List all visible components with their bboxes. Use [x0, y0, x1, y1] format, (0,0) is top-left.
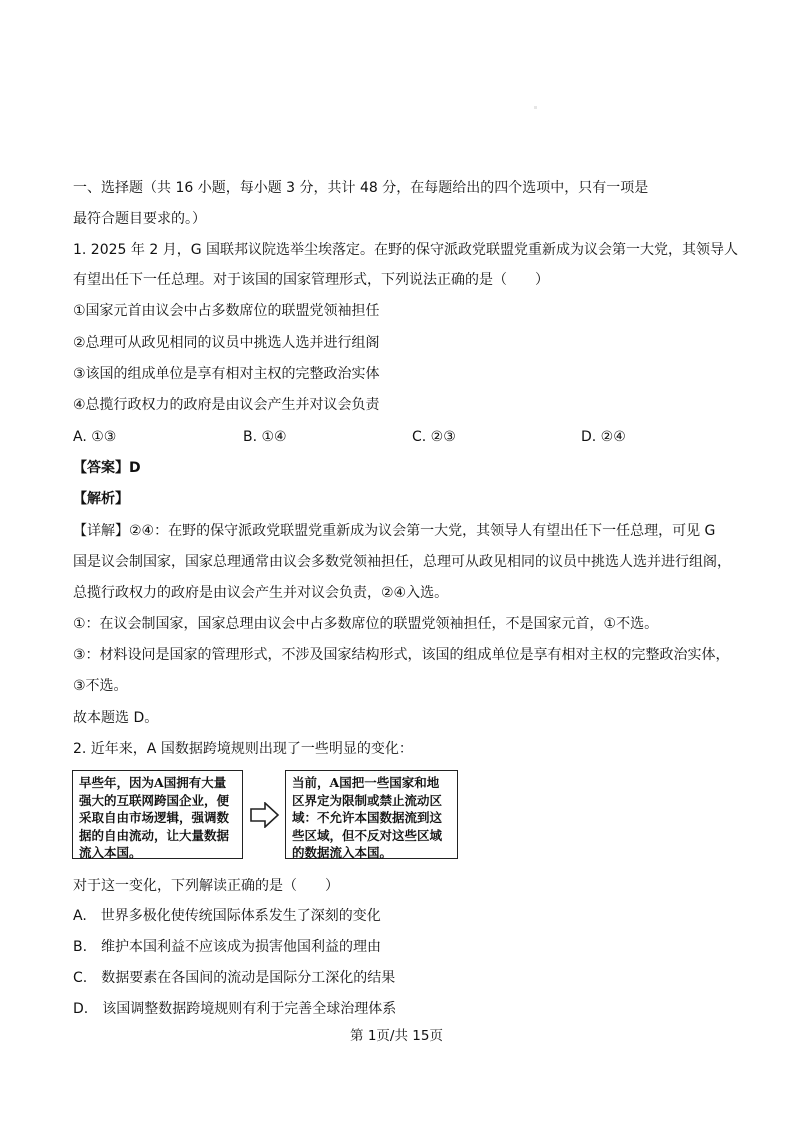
q2-option-b: B. 维护本国利益不应该成为损害他国利益的理由: [73, 939, 382, 955]
q1-analysis-line-2: 国是议会制国家，国家总理通常由议会多数党领袖担任，总理可从政见相同的议员中挑选人选并进行组阁，: [73, 554, 731, 570]
q1-option-b: B. ①④: [243, 429, 287, 445]
q1-item-3: ③该国的组成单位是享有相对主权的完整政治实体: [73, 366, 380, 382]
q2-stem: 2. 近年来，A 国数据跨境规则出现了一些明显的变化：: [73, 741, 413, 757]
q2-box-after-text: 当前，A国把一些国家和地区界定为限制或禁止流动区域：不允许本国数据流到这些区域，但不反对这些区域的数据流入本国。: [292, 775, 443, 860]
q1-item-4: ④总揽行政权力的政府是由议会产生并对议会负责: [73, 397, 380, 413]
section-header-line1: 一、选择题（共 16 小题，每小题 3 分，共计 48 分，在每题给出的四个选项中，只有一项是: [73, 180, 649, 196]
q2-option-d: D. 该国调整数据跨境规则有利于完善全球治理体系: [73, 1001, 397, 1017]
q1-analysis-line-6: ③不选。: [73, 678, 128, 694]
q1-analysis-line-5: ③：材料设问是国家的管理形式，不涉及国家结构形式，该国的组成单位是享有相对主权的完整政治实体，: [73, 647, 730, 663]
q1-analysis-line-3: 总揽行政权力的政府是由议会产生并对议会负责，②④入选。: [73, 585, 449, 601]
q1-option-c: C. ②③: [412, 429, 456, 445]
q2-box-before-text: 早些年，因为A国拥有大量强大的互联网跨国企业，便采取自由市场逻辑，强调数据的自由流动，让大量数据流入本国。: [79, 775, 230, 860]
q1-analysis-line-7: 故本题选 D。: [73, 710, 159, 726]
q1-option-d: D. ②④: [581, 429, 626, 445]
q1-analysis-line-1: 【详解】②④：在野的保守派政党联盟党重新成为议会第一大党，其领导人有望出任下一任总理，可见 G: [73, 523, 716, 539]
right-arrow-icon: [250, 802, 280, 828]
q1-analysis-line-4: ①：在议会制国家，国家总理由议会中占多数席位的联盟党领袖担任，不是国家元首，①不选。: [73, 616, 659, 632]
section-header-line2: 最符合题目要求的。）: [73, 211, 206, 227]
q2-box-before: [72, 770, 243, 859]
q2-box-after: [285, 770, 458, 859]
page-footer: 第 1页/共 15页: [350, 1028, 443, 1044]
scan-speck: [534, 106, 537, 109]
q1-stem-line2: 有望出任下一任总理。对于该国的国家管理形式，下列说法正确的是（ ）: [73, 272, 549, 288]
q2-option-c: C. 数据要素在各国间的流动是国际分工深化的结果: [73, 970, 396, 986]
q2-question: 对于这一变化，下列解读正确的是（ ）: [73, 878, 339, 894]
q1-option-a: A. ①③: [73, 429, 117, 445]
q1-stem-line1: 1. 2025 年 2 月，G 国联邦议院选举尘埃落定。在野的保守派政党联盟党重新成为议会第一大党，其领导人: [73, 242, 738, 258]
q1-analysis-title: 【解析】: [73, 491, 129, 507]
q2-option-a: A. 世界多极化使传统国际体系发生了深刻的变化: [73, 908, 381, 924]
q1-answer: 【答案】D: [73, 460, 141, 476]
q1-item-1: ①国家元首由议会中占多数席位的联盟党领袖担任: [73, 303, 380, 319]
q1-item-2: ②总理可从政见相同的议员中挑选人选并进行组阁: [73, 335, 380, 351]
